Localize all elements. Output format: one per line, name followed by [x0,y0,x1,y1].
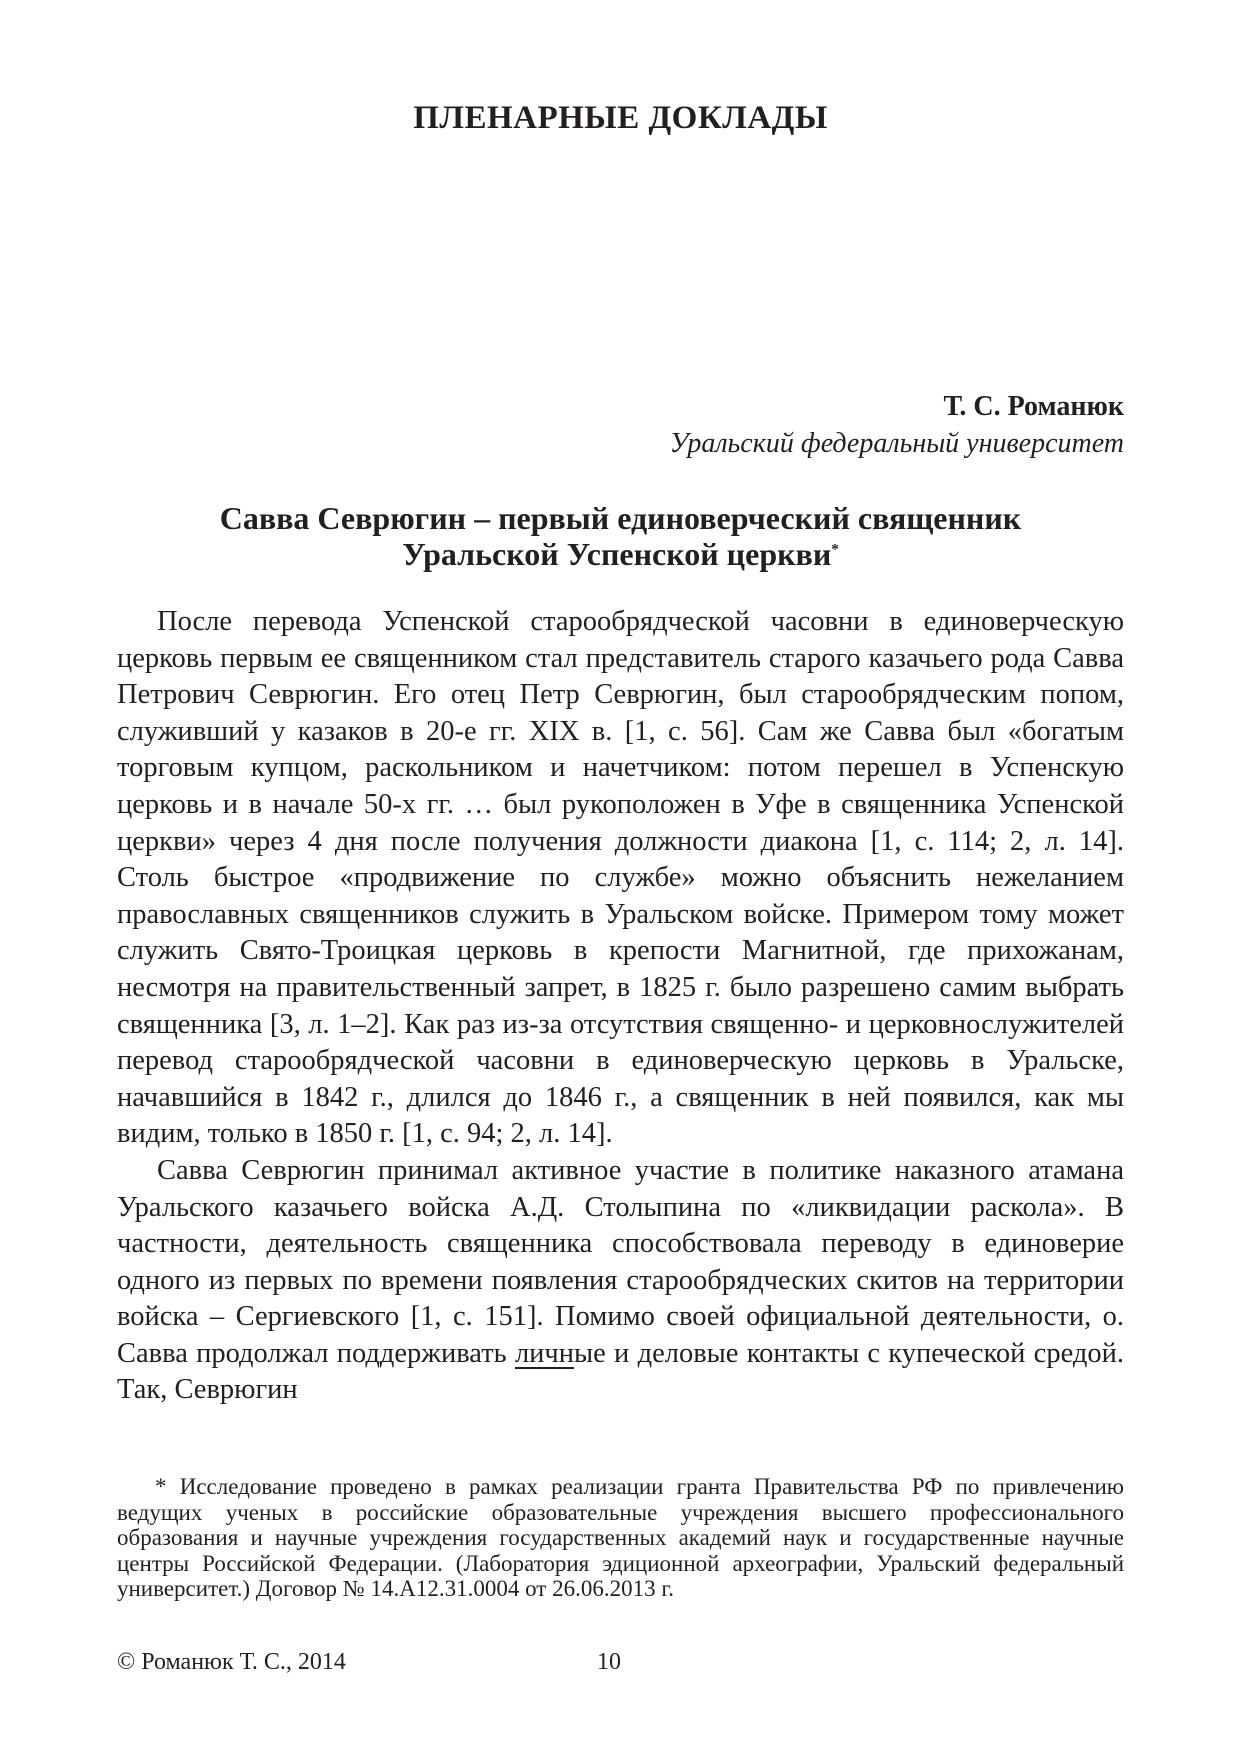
article-body [117,604,1124,1409]
section-title: ПЛЕНАРНЫЕ ДОКЛАДЫ [413,100,828,136]
article-title-line-1: Савва Севрюгин – первый единоверческий священник [219,500,1022,536]
copyright: © Романюк Т. С., 2014 [117,1649,346,1675]
author-affiliation: Уральский федеральный университет [669,428,1124,459]
footnote-text: * Исследование проведено в рамках реализации гранта Правительства РФ по привлечению ведущих ученых в российские образовательные учреждения высшего профессионального образования и научные учреждения государственных академий наук и государственные научные центры Российской Федерации. (Лаборатория эдиционной археографии, Уральский федеральный университет.) Договор № 14.A12.31.0004 от 26.06.2013 г. [117,1474,1124,1601]
paragraph-2-continuation: ые и деловые контакты с купеческой средой. Так, Севрюгин [117,1337,1124,1406]
article-title-line-2 [117,536,1124,572]
underlined-text: личн [514,1337,574,1369]
page-number: 10 [597,1649,621,1675]
footnote [117,1474,1124,1602]
article-title-line-2-text: Уральской Успенской церкви [402,536,832,572]
paragraph-1: После перевода Успенской старообрядческой часовни в единоверческую церковь первым ее священником стал представитель старого казачьего рода Савва Петрович Севрюгин. Его отец Петр Севрюгин, был старообрядческим попом, служивший у казаков в 20-е гг. XIX в. [1, с. 56]. Сам же Савва был «богатым торговым купцом, раскольником и начетчиком: потом перешел в Успенскую церковь и в начале 50-х гг. … был рукоположен в Уфе в священника Успенской церкви» через 4 дня после получения должности диакона [1, с. 114; 2, л. 14]. Столь быстрое «продвижение по службе» можно объяснить нежеланием православных священников служить в Уральском войске. Примером тому может служить Свято-Троицкая церковь в крепости Магнитной, где прихожанам, несмотря на правительственный запрет, в 1825 г. было разрешено самим выбрать священника [3, л. 1–2]. Как раз из-за отсутствия священно- и церковнослужителей перевод старообрядческой часовни в единоверческую церковь в Уральске, начавшийся в 1842 г., длился до 1846 г., а священник в ней появился, как мы видим, только в 1850 г. [1, с. 94; 2, л. 14]. [117,606,1124,1150]
paragraph-2 [117,1153,1124,1409]
article-title [117,500,1124,572]
paragraph-2-text: Савва Севрюгин принимал активное участие в политике наказного атамана Уральского казачьего войска А.Д. Столыпина по «ликвидации раскола». В частности, деятельность священника способствовала переводу в единоверие одного из первых по времени появления старообрядческих скитов на территории войска – Сергиевского [1, с. 151]. Помимо своей официальной деятельности, о. Савва продолжал поддерживать [117,1154,1124,1369]
author-name: Т. С. Романюк [943,391,1124,422]
footnote-marker: * [831,541,839,558]
